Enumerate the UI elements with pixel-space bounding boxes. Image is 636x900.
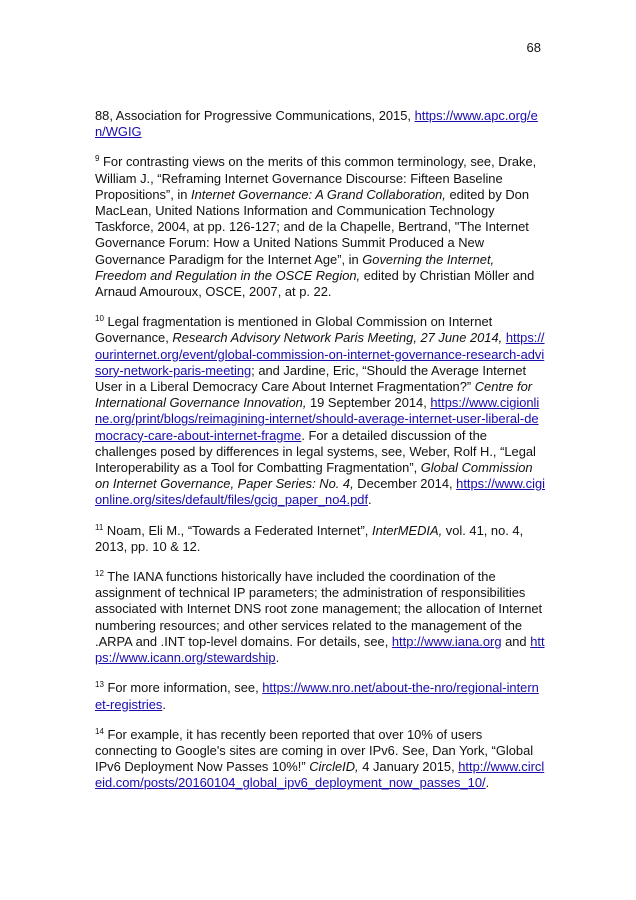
footnote-italic: Governing the Internet, Freedom and Regulation in the OSCE Region, — [95, 251, 495, 283]
footnote-text: 19 September 2014, — [306, 395, 431, 411]
footnote-number: 11 — [95, 522, 104, 532]
footnote-italic: Internet Governance: A Grand Collaboration, — [191, 186, 446, 202]
footnote-text: . — [485, 775, 490, 791]
footnote-text: edited by Christian Möller and Arnaud Amouroux, OSCE, 2007, at p. 22. — [95, 267, 535, 300]
footnote-12 — [95, 569, 545, 666]
footnote-text: 88, Association for Progressive Communications, 2015, — [95, 108, 415, 123]
footnote-text: Noam, Eli M., “Towards a Federated Internet”, — [103, 522, 372, 538]
footnote-italic: Research Advisory Network Paris Meeting, 27 June 2014, — [172, 330, 503, 346]
footnote-text: December 2014, — [353, 476, 457, 492]
footnote-italic: InterMEDIA, — [371, 522, 443, 538]
footnote-link[interactable]: https://www.nro.net/about-the-nro/regional-internet-registries — [95, 680, 539, 712]
footnote-number: 14 — [95, 726, 104, 736]
footnote-text: The IANA functions historically have included the coordination of the assignment of technical IP parameters; the administration of responsibilities associated with Internet DNS root zone management; the allocation of Internet numbering resources; and other services related to the management of the .ARPA and .INT top-level domains. For details, see, — [95, 569, 543, 649]
footnote-number: 12 — [95, 569, 104, 579]
footnote-italic: Centre for International Governance Innovation, — [95, 379, 533, 411]
page-number: 68 — [526, 40, 541, 55]
footnote-9 — [95, 154, 545, 300]
footnote-8-continued — [95, 108, 545, 140]
footnote-13 — [95, 680, 545, 712]
footnote-link[interactable]: http://www.iana.org — [391, 633, 502, 649]
footnote-text: and — [501, 633, 531, 649]
footnote-number: 9 — [95, 154, 100, 164]
footnote-text: 4 January 2015, — [358, 759, 459, 775]
footnote-text: . — [368, 492, 372, 508]
footnote-11 — [95, 523, 545, 555]
footnote-text: edited by Don MacLean, United Nations Information and Communication Technology Taskforce, 2004, at pp. 126-127; and de la Chapelle, Bertrand, "The Internet Governance Forum: How a United Nations Summit Produced a New Governance Paradigm for the Internet Age”, in — [95, 186, 530, 267]
footnote-link[interactable]: https://www.apc.org/en/WGIG — [95, 108, 538, 140]
footnote-text: For contrasting views on the merits of this common terminology, see, Drake, William J., “Reframing Internet Governance Discourse: Fifteen Baseline Propositions”, in — [95, 154, 537, 202]
footnote-text: . — [162, 696, 166, 712]
footnote-italic: CircleID, — [309, 759, 359, 775]
footnote-14 — [95, 727, 545, 792]
footnotes — [95, 108, 545, 806]
footnote-link[interactable]: http://www.circleid.com/posts/20160104_global_ipv6_deployment_now_passes_10/ — [95, 759, 545, 791]
footnote-text: vol. 41, no. 4, 2013, pp. 10 & 12. — [95, 522, 524, 554]
footnote-text: . — [275, 650, 280, 666]
footnote-number: 10 — [95, 314, 104, 324]
footnote-10 — [95, 314, 545, 508]
footnote-link[interactable]: https://www.cigionline.org/sites/default/files/gcig_paper_no4.pdf — [95, 476, 545, 508]
footnote-link[interactable]: https://www.cigionline.org/print/blogs/reimagining-internet/should-average-internet-user-liberal-democracy-care-about-internet-fragme — [95, 395, 540, 443]
footnote-text: Legal fragmentation is mentioned in Global Commission on Internet Governance, — [95, 314, 493, 346]
footnote-text: ; and Jardine, Eric, “Should the Average Internet User in a Liberal Democracy Care About Internet Fragmentation?” — [95, 362, 527, 395]
footnote-text: For example, it has recently been reported that over 10% of users connecting to Google's sites are coming in over IPv6. See, Dan York, “Global IPv6 Deployment Now Passes 10%!” — [95, 726, 534, 775]
footnote-link[interactable]: https://ourinternet.org/event/global-commission-on-internet-governance-research-advisory-network-paris-meeting — [95, 330, 545, 378]
footnote-number: 13 — [95, 680, 104, 690]
footnote-italic: Global Commission on Internet Governance, Paper Series: No. 4, — [95, 460, 533, 492]
footnote-link[interactable]: https://www.icann.org/stewardship — [95, 633, 545, 666]
footnote-text: For more information, see, — [103, 680, 263, 696]
footnote-text: . For a detailed discussion of the challenges posed by differences in legal systems, see, Weber, Rolf H., “Legal Interoperability as a Tool for Combatting Fragmentation”, — [95, 427, 536, 476]
